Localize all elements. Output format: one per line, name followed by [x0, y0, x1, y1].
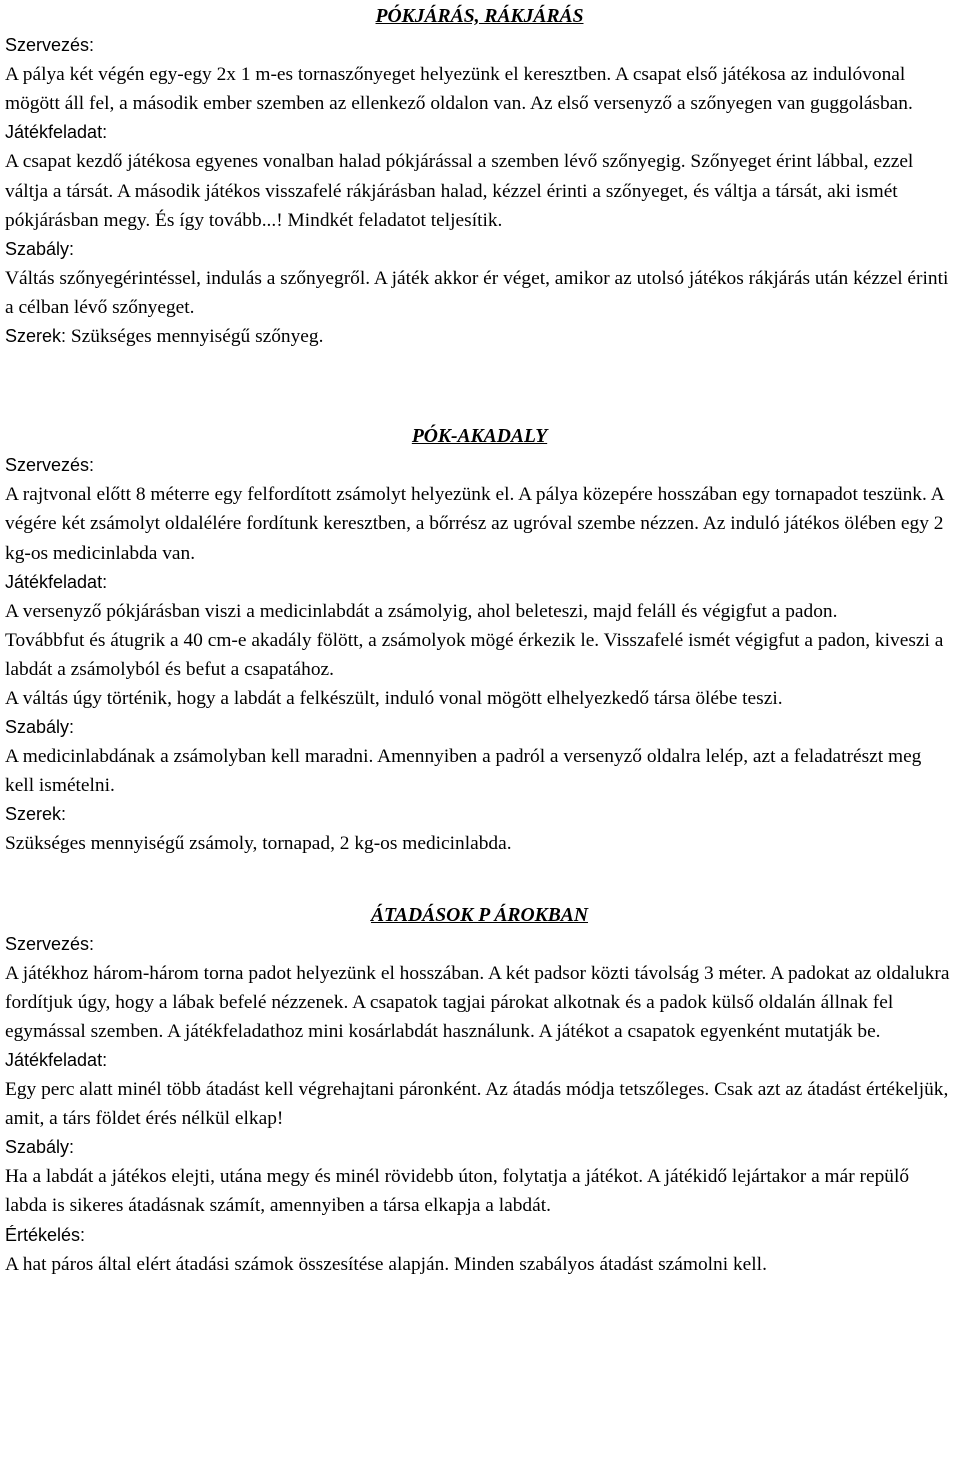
- label-jatekfeladat: Játékfeladat:: [5, 1050, 108, 1070]
- text-szerek: Szükséges mennyiségű szőnyeg.: [70, 326, 324, 348]
- paragraph-szervezes: A játékhoz három-három torna padot helyezünk el hosszában. A két padsor közti távolság 3 méter. A padokat az oldalukra fordítjuk úgy, hogy a lábak befelé nézzenek. A csapatok tagjai párokat alkotnak és a padok külső oldalán állnak fel egymással szemben. A játékfeladathoz mini kosárlabdát használunk. A játékot a csapatok egyenként mutatják be.: [5, 962, 950, 1042]
- paragraph-jatekfeladat-3: A váltás úgy történik, hogy a labdát a felkészült, induló vonal mögött elhelyezkedő társa ölébe teszi.: [5, 687, 783, 709]
- label-szabaly: Szabály:: [5, 1137, 75, 1158]
- paragraph-szabaly: A medicinlabdának a zsámolyban kell maradni. Amennyiben a padról a versenyző oldalra lelép, azt a feladatrészt meg kell ismételni.: [5, 746, 922, 797]
- paragraph-szervezes: A pálya két végén egy-egy 2x 1 m-es tornaszőnyeget helyezünk el keresztben. A csapat első játékosa az indulóvonal mögött áll fel, a második ember szemben az ellenkező oldalon van. Az első versenyző a szőnyegen van guggolásban.: [5, 64, 913, 115]
- label-jatekfeladat: Játékfeladat:: [5, 122, 108, 143]
- section-atadasok-parokban: [5, 901, 954, 1279]
- paragraph-jatekfeladat-2: Továbbfut és átugrik a 40 cm-e akadály fölött, a zsámolyok mögé érkezik le. Visszafelé ismét végigfut a padon, kiveszi a labdát a zsámolyból és befut a csapatához.: [5, 629, 944, 680]
- paragraph-szerek: Szükséges mennyiségű zsámoly, tornapad, 2 kg-os medicinlabda.: [5, 833, 512, 855]
- section-title: ÁTADÁSOK P ÁROKBAN: [370, 904, 589, 926]
- paragraph-jatekfeladat-1: A versenyző pókjárásban viszi a medicinlabdát a zsámolyig, ahol beleteszi, majd feláll és végigfut a padon.: [5, 600, 838, 622]
- label-ertekeles: Értékelés:: [5, 1224, 86, 1245]
- label-szervezes: Szervezés:: [5, 933, 95, 954]
- paragraph-ertekeles: A hat páros által elért átadási számok összesítése alapján. Minden szabályos átadást számolni kell.: [5, 1253, 767, 1275]
- section-title: PÓK-AKADALY: [411, 426, 548, 448]
- label-szabaly: Szabály:: [5, 717, 75, 738]
- section-gap: [5, 351, 954, 422]
- label-szerek: Szerek:: [5, 326, 67, 347]
- label-jatekfeladat: Játékfeladat:: [5, 571, 108, 592]
- label-szervezes: Szervezés:: [5, 35, 95, 56]
- label-szervezes: Szervezés:: [5, 455, 95, 476]
- paragraph-szervezes: A rajtvonal előtt 8 méterre egy felfordított zsámolyt helyezünk el. A pálya közepére hosszában egy tornapadot teszünk. A végére két zsámolyt oldalélére fordítunk keresztben, a bőrrész az ugróval szembe nézzen. Az induló játékos ölében egy 2 kg-os medicinlabda van.: [5, 484, 944, 564]
- paragraph-jatekfeladat: Egy perc alatt minél több átadást kell végrehajtani páronként. Az átadás módja tetszőleges. Csak azt az átadást értékeljük, amit, a társ földet érés nélkül elkap!: [5, 1079, 949, 1130]
- section-gap: [5, 859, 954, 901]
- paragraph-szerek: [5, 322, 954, 351]
- section-pok-akadaly: [5, 422, 954, 858]
- label-szabaly: Szabály:: [5, 238, 75, 259]
- paragraph-szabaly: Váltás szőnyegérintéssel, indulás a szőnyegről. A játék akkor ér véget, amikor az utolsó játékos rákjárás után kézzel érinti a célban lévő szőnyeget.: [5, 267, 949, 318]
- section-title: PÓKJÁRÁS, RÁKJÁRÁS: [375, 6, 584, 27]
- label-szerek: Szerek:: [5, 804, 67, 825]
- section-pokjaras-rakjaras: [5, 2, 954, 351]
- paragraph-szabaly: Ha a labdát a játékos elejti, utána megy és minél rövidebb úton, folytatja a játékot. A játékidő lejártakor a már repülő labda is sikeres átadásnak számít, amennyiben a társa elkapja a labdát.: [5, 1166, 910, 1217]
- paragraph-jatekfeladat: A csapat kezdő játékosa egyenes vonalban halad pókjárással a szemben lévő szőnyegig. Szőnyeget érint lábbal, ezzel váltja a társát. A második játékos visszafelé rákjárásban halad, kézzel érinti a szőnyeget, és váltja a társát, aki ismét pókjárásban megy. És így tovább...! Mindkét feladatot teljesítik.: [5, 151, 914, 231]
